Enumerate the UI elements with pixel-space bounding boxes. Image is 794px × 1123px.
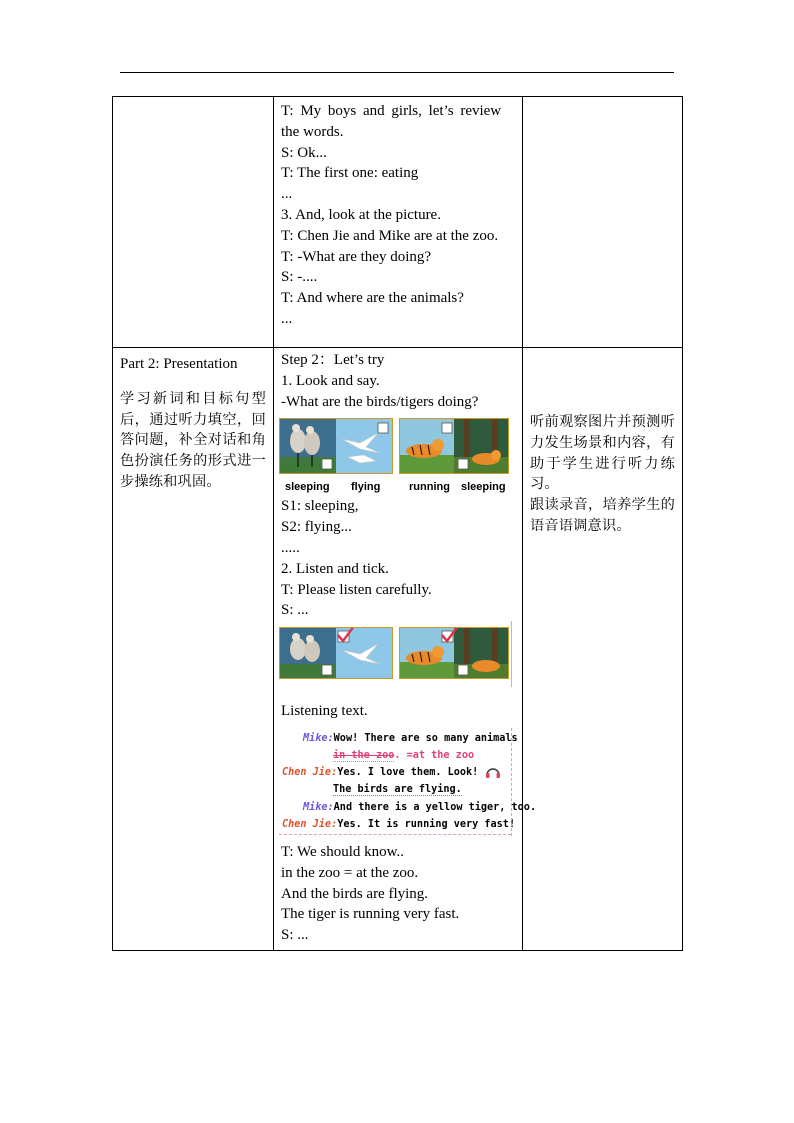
procedure-line: The tiger is running very fast. [281, 906, 460, 923]
step-title: Step 2：Let’s try [281, 352, 385, 368]
speaker-mike: Mike: [303, 801, 334, 813]
procedure-line: T: We should know.. [281, 843, 405, 860]
procedure-line: 2. Listen and tick. [281, 560, 389, 577]
listen-and-tick-pictures [279, 627, 515, 693]
procedure-line: 1. Look and say. [281, 372, 380, 389]
procedure-line: ... [281, 186, 293, 203]
dialogue-line [303, 730, 518, 747]
dialogue-text: . [394, 749, 401, 761]
struck-phrase: in the zoo [333, 749, 395, 761]
procedure-line: ... [281, 310, 293, 327]
purpose-text: 跟读录音，培养学生的语音语调意识。 [530, 497, 675, 534]
stage-title: Part 2: Presentation [120, 356, 238, 372]
speaker-mike: Mike: [303, 732, 334, 744]
dialogue-text: Wow! There are so many animals [333, 732, 518, 744]
tigers-picture [399, 418, 509, 474]
lesson-plan-table [112, 96, 683, 951]
table-row [113, 97, 683, 348]
caption: sleeping [285, 481, 330, 494]
dialogue-line [333, 781, 462, 798]
dialogue-text: The birds are flying. [333, 783, 462, 795]
birds-picture-ticked [279, 627, 393, 679]
dialogue-line [282, 764, 478, 781]
caption: flying [351, 481, 381, 494]
procedure-line: S1: sleeping, [281, 498, 359, 515]
table-row [113, 348, 683, 951]
tigers-picture-ticked [399, 627, 509, 679]
headphones-icon [485, 764, 501, 779]
procedure-line: in the zoo = at the zoo. [281, 864, 419, 881]
procedure-line: S: ... [281, 602, 309, 619]
procedure-line: S: -.... [281, 269, 318, 286]
dialogue-text: And there is a yellow tiger, too. [333, 801, 537, 813]
box-border [511, 728, 512, 836]
procedure-line: And the birds are flying. [281, 885, 429, 902]
procedure-line: S2: flying... [281, 519, 352, 536]
speaker-chen-jie: Chen Jie: [282, 818, 338, 830]
procedure-line: T: -What are they doing? [281, 248, 432, 265]
procedure-line: the words. [281, 123, 344, 140]
stage-cell-empty [113, 97, 274, 348]
stage-goal: 学习新词和目标句型后，通过听力填空，回答问题，补全对话和角色扮演任务的形式进一步操练和巩固。 [120, 390, 266, 490]
dialogue-line [282, 816, 515, 833]
procedure-line: T: Chen Jie and Mike are at the zoo. [281, 227, 499, 244]
dialogue-text: Yes. It is running very fast! [337, 818, 516, 830]
procedure-cell [274, 97, 523, 348]
caption: running [409, 481, 450, 494]
procedure-cell [274, 348, 537, 951]
procedure-line: ..... [281, 539, 300, 556]
purpose-cell [523, 348, 683, 951]
dialogue-text: Yes. I love them. Look! [337, 766, 479, 778]
procedure-line: T: Please listen carefully. [281, 581, 432, 598]
procedure-line: -What are the birds/tigers doing? [281, 393, 479, 410]
procedure-line: T: My boys and girls, let’s review [281, 103, 502, 119]
purpose-cell-empty [523, 97, 683, 348]
dialogue-line [303, 799, 536, 816]
correction-note: =at the zoo [400, 749, 475, 761]
look-and-say-pictures [279, 418, 515, 492]
divider [511, 621, 512, 687]
purpose-text: 听前观察图片并预测听力发生场景和内容，有助于学生进行听力练习。 [530, 414, 675, 493]
header-rule [120, 72, 674, 73]
stage-cell [113, 348, 274, 951]
listening-text-box [279, 728, 537, 836]
dialogue-line [333, 747, 474, 764]
speaker-chen-jie: Chen Jie: [282, 766, 338, 778]
box-border [279, 834, 511, 835]
caption: sleeping [461, 481, 506, 494]
procedure-line: S: ... [281, 927, 309, 944]
procedure-line: T: And where are the animals? [281, 290, 464, 307]
procedure-line: S: Ok... [281, 144, 327, 161]
birds-picture [279, 418, 393, 474]
procedure-line: 3. And, look at the picture. [281, 206, 441, 223]
listening-label: Listening text. [281, 703, 368, 720]
procedure-line: T: The first one: eating [281, 165, 419, 182]
